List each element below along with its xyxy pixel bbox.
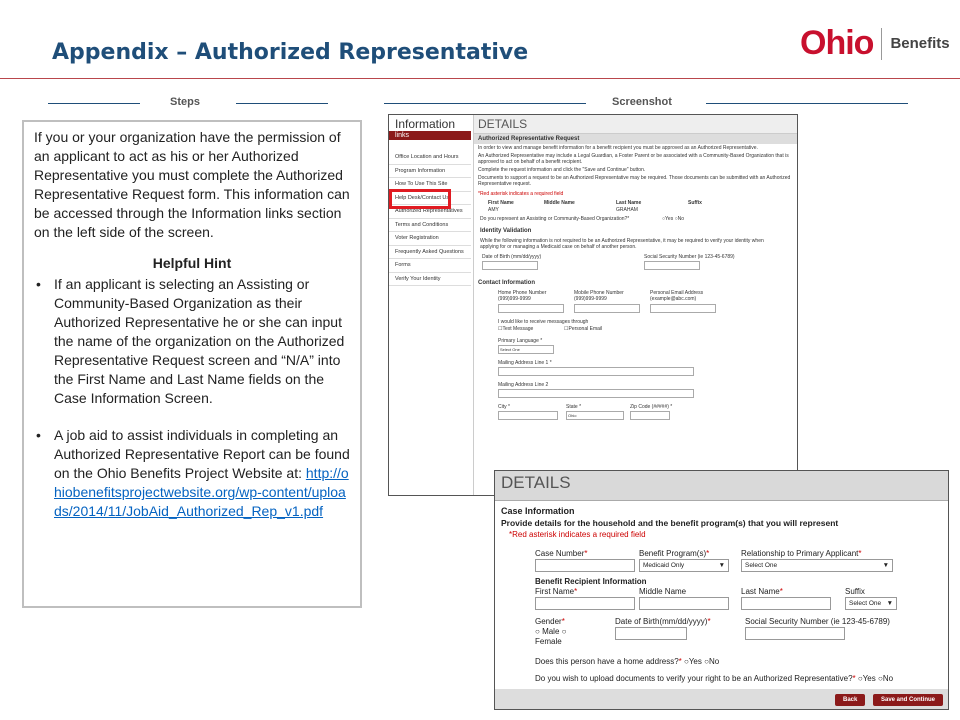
benefit-programs-select[interactable] bbox=[639, 559, 729, 572]
address1-input[interactable] bbox=[498, 367, 694, 376]
details-heading: DETAILS bbox=[474, 115, 798, 134]
suffix-select[interactable] bbox=[845, 597, 897, 610]
logo-benefits-text: Benefits bbox=[890, 35, 950, 52]
back-button[interactable]: Back bbox=[835, 694, 865, 706]
sidebar-item-verify-identity[interactable]: Verify Your Identity bbox=[389, 273, 471, 287]
val-first-name: AMY bbox=[488, 207, 499, 213]
suffix-value: Select One bbox=[849, 600, 882, 607]
gender-star: * bbox=[561, 617, 565, 626]
case-required-note: *Red asterisk indicates a required field bbox=[509, 530, 646, 539]
request-para-1: In order to view and manage benefit information for a benefit recipient you must be approved as an Authorized Representative. bbox=[478, 145, 758, 151]
dob-input[interactable] bbox=[482, 261, 538, 270]
hdr-first-name: First Name bbox=[488, 200, 514, 206]
benefit-programs-text: Benefit Program(s) bbox=[639, 549, 707, 558]
ssn-label: Social Security Number (ie 123-45-6789) bbox=[644, 254, 735, 260]
org-no-label: No bbox=[677, 216, 685, 222]
sidebar-item-faq[interactable]: Frequently Asked Questions bbox=[389, 246, 471, 260]
information-links-sidebar bbox=[389, 115, 471, 496]
org-question: Do you represent an Assisting or Community-Based Organization?* bbox=[480, 216, 630, 222]
benefit-chevron-icon: ▼ bbox=[718, 562, 725, 569]
screenshot-authorized-rep-request bbox=[388, 114, 798, 496]
middle-name-input[interactable] bbox=[639, 597, 729, 610]
upload-question: Do you wish to upload documents to verify your right to be an Authorized Representative?* ○Yes ○No bbox=[535, 674, 894, 683]
case-number-star: * bbox=[584, 549, 588, 558]
steps-label: Steps bbox=[170, 96, 200, 108]
relationship-star: * bbox=[858, 549, 862, 558]
ssn2-label: Social Security Number (ie 123-45-6789) bbox=[745, 617, 890, 626]
primary-language-label: Primary Language * bbox=[498, 338, 543, 344]
upload-star: * bbox=[852, 674, 856, 683]
benefit-programs-value: Medicaid Only bbox=[643, 562, 685, 569]
header-rule bbox=[0, 78, 960, 79]
steps-intro: If you or your organization have the permission of an applicant to act as his or her Authorized Representative you must complete the Authorized Representative Request form. This information can be accessed through the Information links section on the left side of the screen. bbox=[34, 129, 350, 240]
gender-label bbox=[535, 617, 565, 626]
home-phone-label: Home Phone Number (999)999-9999 bbox=[498, 290, 547, 302]
relationship-select[interactable] bbox=[741, 559, 893, 572]
sidebar-item-forms[interactable]: Forms bbox=[389, 259, 471, 273]
relationship-value: Select One bbox=[745, 562, 778, 569]
case-number-text: Case Number bbox=[535, 549, 585, 558]
highlight-box bbox=[389, 189, 451, 209]
mobile-phone-label: Mobile Phone Number (999)999-9999 bbox=[574, 290, 624, 302]
last-name-star: * bbox=[779, 587, 783, 596]
state-select[interactable]: Ohio bbox=[566, 411, 624, 420]
home-phone-input[interactable] bbox=[498, 304, 564, 313]
steps-line-right bbox=[236, 103, 328, 104]
first-name-input[interactable] bbox=[535, 597, 635, 610]
steps-line-left bbox=[48, 103, 140, 104]
home-address-no: No bbox=[708, 657, 720, 666]
recipient-info-title: Benefit Recipient Information bbox=[535, 577, 647, 586]
sidebar-item-voter-registration[interactable]: Voter Registration bbox=[389, 232, 471, 246]
relationship-label bbox=[741, 549, 862, 558]
dob-label: Date of Birth (mm/dd/yyyy) bbox=[482, 254, 542, 260]
request-para-2: An Authorized Representative may include a Legal Guardian, a Foster Parent or be associated with a Community-Based Organization that is approved to act on behalf of a benefit recipient. bbox=[478, 153, 789, 165]
gender-text: Gender bbox=[535, 617, 562, 626]
text-message-checkbox[interactable]: ☐Text Message bbox=[498, 326, 534, 332]
sidebar-subtitle: links bbox=[389, 131, 471, 140]
save-continue-button[interactable]: Save and Continue bbox=[873, 694, 943, 706]
city-label: City * bbox=[498, 404, 510, 410]
email-label: Personal Email Address (example@abc.com) bbox=[650, 290, 704, 302]
case-number-input[interactable] bbox=[535, 559, 635, 572]
hint-list bbox=[34, 275, 350, 521]
sidebar-item-authorized-reps[interactable]: Authorized Representatives bbox=[389, 205, 471, 219]
dob2-input[interactable] bbox=[615, 627, 687, 640]
sidebar-item-program-info[interactable]: Program Information bbox=[389, 165, 471, 179]
case-info-title: Case Information bbox=[501, 506, 575, 516]
state-label: State * bbox=[566, 404, 582, 410]
sidebar-item-help-desk[interactable]: Help Desk/Contact Us bbox=[389, 192, 471, 206]
hint-bullet-2-text: A job aid to assist individuals in completing an Authorized Representative Report can be found on the Ohio Benefits Project Website at: bbox=[54, 427, 350, 481]
job-aid-link[interactable]: http://ohiobenefitsprojectwebsite.org/wp-content/uploads/2014/11/JobAid_Authorized_Rep_v1.pdf bbox=[54, 465, 349, 519]
benefit-programs-label bbox=[639, 549, 709, 558]
page-title: Appendix – Authorized Representative bbox=[52, 40, 529, 65]
case-number-label bbox=[535, 549, 587, 558]
hdr-suffix: Suffix bbox=[688, 200, 702, 206]
val-last-name: GRAHAM bbox=[616, 207, 638, 213]
female-label: Female bbox=[535, 637, 562, 646]
hdr-middle-name: Middle Name bbox=[544, 200, 575, 206]
relationship-text: Relationship to Primary Applicant bbox=[741, 549, 859, 558]
upload-text: Do you wish to upload documents to verify your right to be an Authorized Representative? bbox=[535, 674, 853, 683]
personal-email-label: Personal Email bbox=[568, 326, 603, 332]
request-para-4: Documents to support a request to be an Authorized Representative may be required. Those documents can be submitted with an Authorized Representative request. bbox=[478, 175, 791, 187]
first-name-star: * bbox=[574, 587, 578, 596]
required-note: *Red asterisk indicates a required field bbox=[478, 191, 564, 197]
ssn2-input[interactable] bbox=[745, 627, 845, 640]
ssn-input[interactable] bbox=[644, 261, 700, 270]
org-yes-label: Yes bbox=[665, 216, 674, 222]
primary-language-select[interactable]: Select One bbox=[498, 345, 554, 354]
ohio-benefits-logo bbox=[800, 24, 950, 63]
home-address-yes: Yes bbox=[688, 657, 702, 666]
hdr-last-name: Last Name bbox=[616, 200, 642, 206]
screenshot-case-information bbox=[494, 470, 949, 710]
screenshot-line-left bbox=[384, 103, 586, 104]
zip-label: Zip Code (#####) * bbox=[630, 404, 673, 410]
city-input[interactable] bbox=[498, 411, 558, 420]
logo-ohio-text: Ohio bbox=[800, 24, 874, 62]
text-message-label: Text Message bbox=[502, 326, 534, 332]
hint-title: Helpful Hint bbox=[152, 255, 232, 271]
receive-label: I would like to receive messages through bbox=[498, 319, 589, 325]
logo-divider bbox=[881, 28, 882, 60]
relationship-chevron-icon: ▼ bbox=[882, 562, 889, 569]
suffix-label: Suffix bbox=[845, 587, 865, 596]
personal-email-checkbox[interactable]: ☐Personal Email bbox=[564, 326, 603, 332]
upload-yes: Yes bbox=[862, 674, 876, 683]
home-address-text: Does this person have a home address? bbox=[535, 657, 679, 666]
sidebar-title: Information bbox=[395, 117, 456, 131]
dob2-star: * bbox=[707, 617, 711, 626]
home-address-question: Does this person have a home address?* ○Yes ○No bbox=[535, 657, 720, 666]
request-para-3: Complete the request information and click the "Save and Continue" button. bbox=[478, 167, 646, 173]
last-name-text: Last Name bbox=[741, 587, 780, 596]
sidebar-item-office-location[interactable]: Office Location and Hours bbox=[389, 151, 471, 165]
hint-bullet-1: • If an applicant is selecting an Assisting or Community-Based Organization as their Authorized Representative he or she can input the name of the organization on the Authorized Representative Request screen and “N/A” into the First Name and Last Name fields on the Case Information Screen. bbox=[34, 275, 350, 408]
dob2-text: Date of Birth(mm/dd/yyyy) bbox=[615, 617, 708, 626]
request-title: Authorized Representative Request bbox=[474, 134, 798, 144]
case-provide-text: Provide details for the household and the benefit program(s) that you will represent bbox=[501, 518, 839, 528]
last-name-input[interactable] bbox=[741, 597, 831, 610]
mobile-phone-input[interactable] bbox=[574, 304, 640, 313]
address2-label: Mailing Address Line 2 bbox=[498, 382, 549, 388]
steps-panel bbox=[22, 120, 362, 608]
address1-label: Mailing Address Line 1 * bbox=[498, 360, 552, 366]
sidebar-item-terms[interactable]: Terms and Conditions bbox=[389, 219, 471, 233]
org-yes-radio[interactable]: ○Yes ○No bbox=[662, 216, 685, 222]
sidebar-header bbox=[389, 115, 471, 141]
details-panel bbox=[473, 115, 798, 496]
identity-title: Identity Validation bbox=[474, 226, 798, 236]
screenshot-line-right bbox=[706, 103, 908, 104]
sidebar-item-how-to-use[interactable]: How To Use This Site bbox=[389, 178, 471, 192]
zip-input[interactable] bbox=[630, 411, 670, 420]
suffix-chevron-icon: ▼ bbox=[886, 600, 893, 607]
home-address-star: * bbox=[678, 657, 682, 666]
form-area bbox=[474, 198, 798, 468]
male-radio[interactable]: ○ Male ○ bbox=[535, 627, 567, 636]
hint-bullet-2 bbox=[34, 426, 350, 521]
first-name-text: First Name bbox=[535, 587, 575, 596]
first-name-label bbox=[535, 587, 577, 596]
dob2-label bbox=[615, 617, 711, 626]
last-name-label bbox=[741, 587, 783, 596]
contact-title: Contact Information bbox=[474, 278, 798, 288]
upload-no: No bbox=[882, 674, 894, 683]
address2-input[interactable] bbox=[498, 389, 694, 398]
screenshot-label: Screenshot bbox=[612, 96, 672, 108]
male-label: Male bbox=[542, 627, 560, 636]
middle-name-label: Middle Name bbox=[639, 587, 687, 596]
identity-text: While the following information is not required to be an Authorized Representative, it may be required to verify your identity when applying for or managing a Medicaid case on behalf of another person. bbox=[480, 238, 764, 250]
case-details-heading: DETAILS bbox=[495, 471, 948, 501]
benefit-programs-star: * bbox=[706, 549, 710, 558]
email-input[interactable] bbox=[650, 304, 716, 313]
